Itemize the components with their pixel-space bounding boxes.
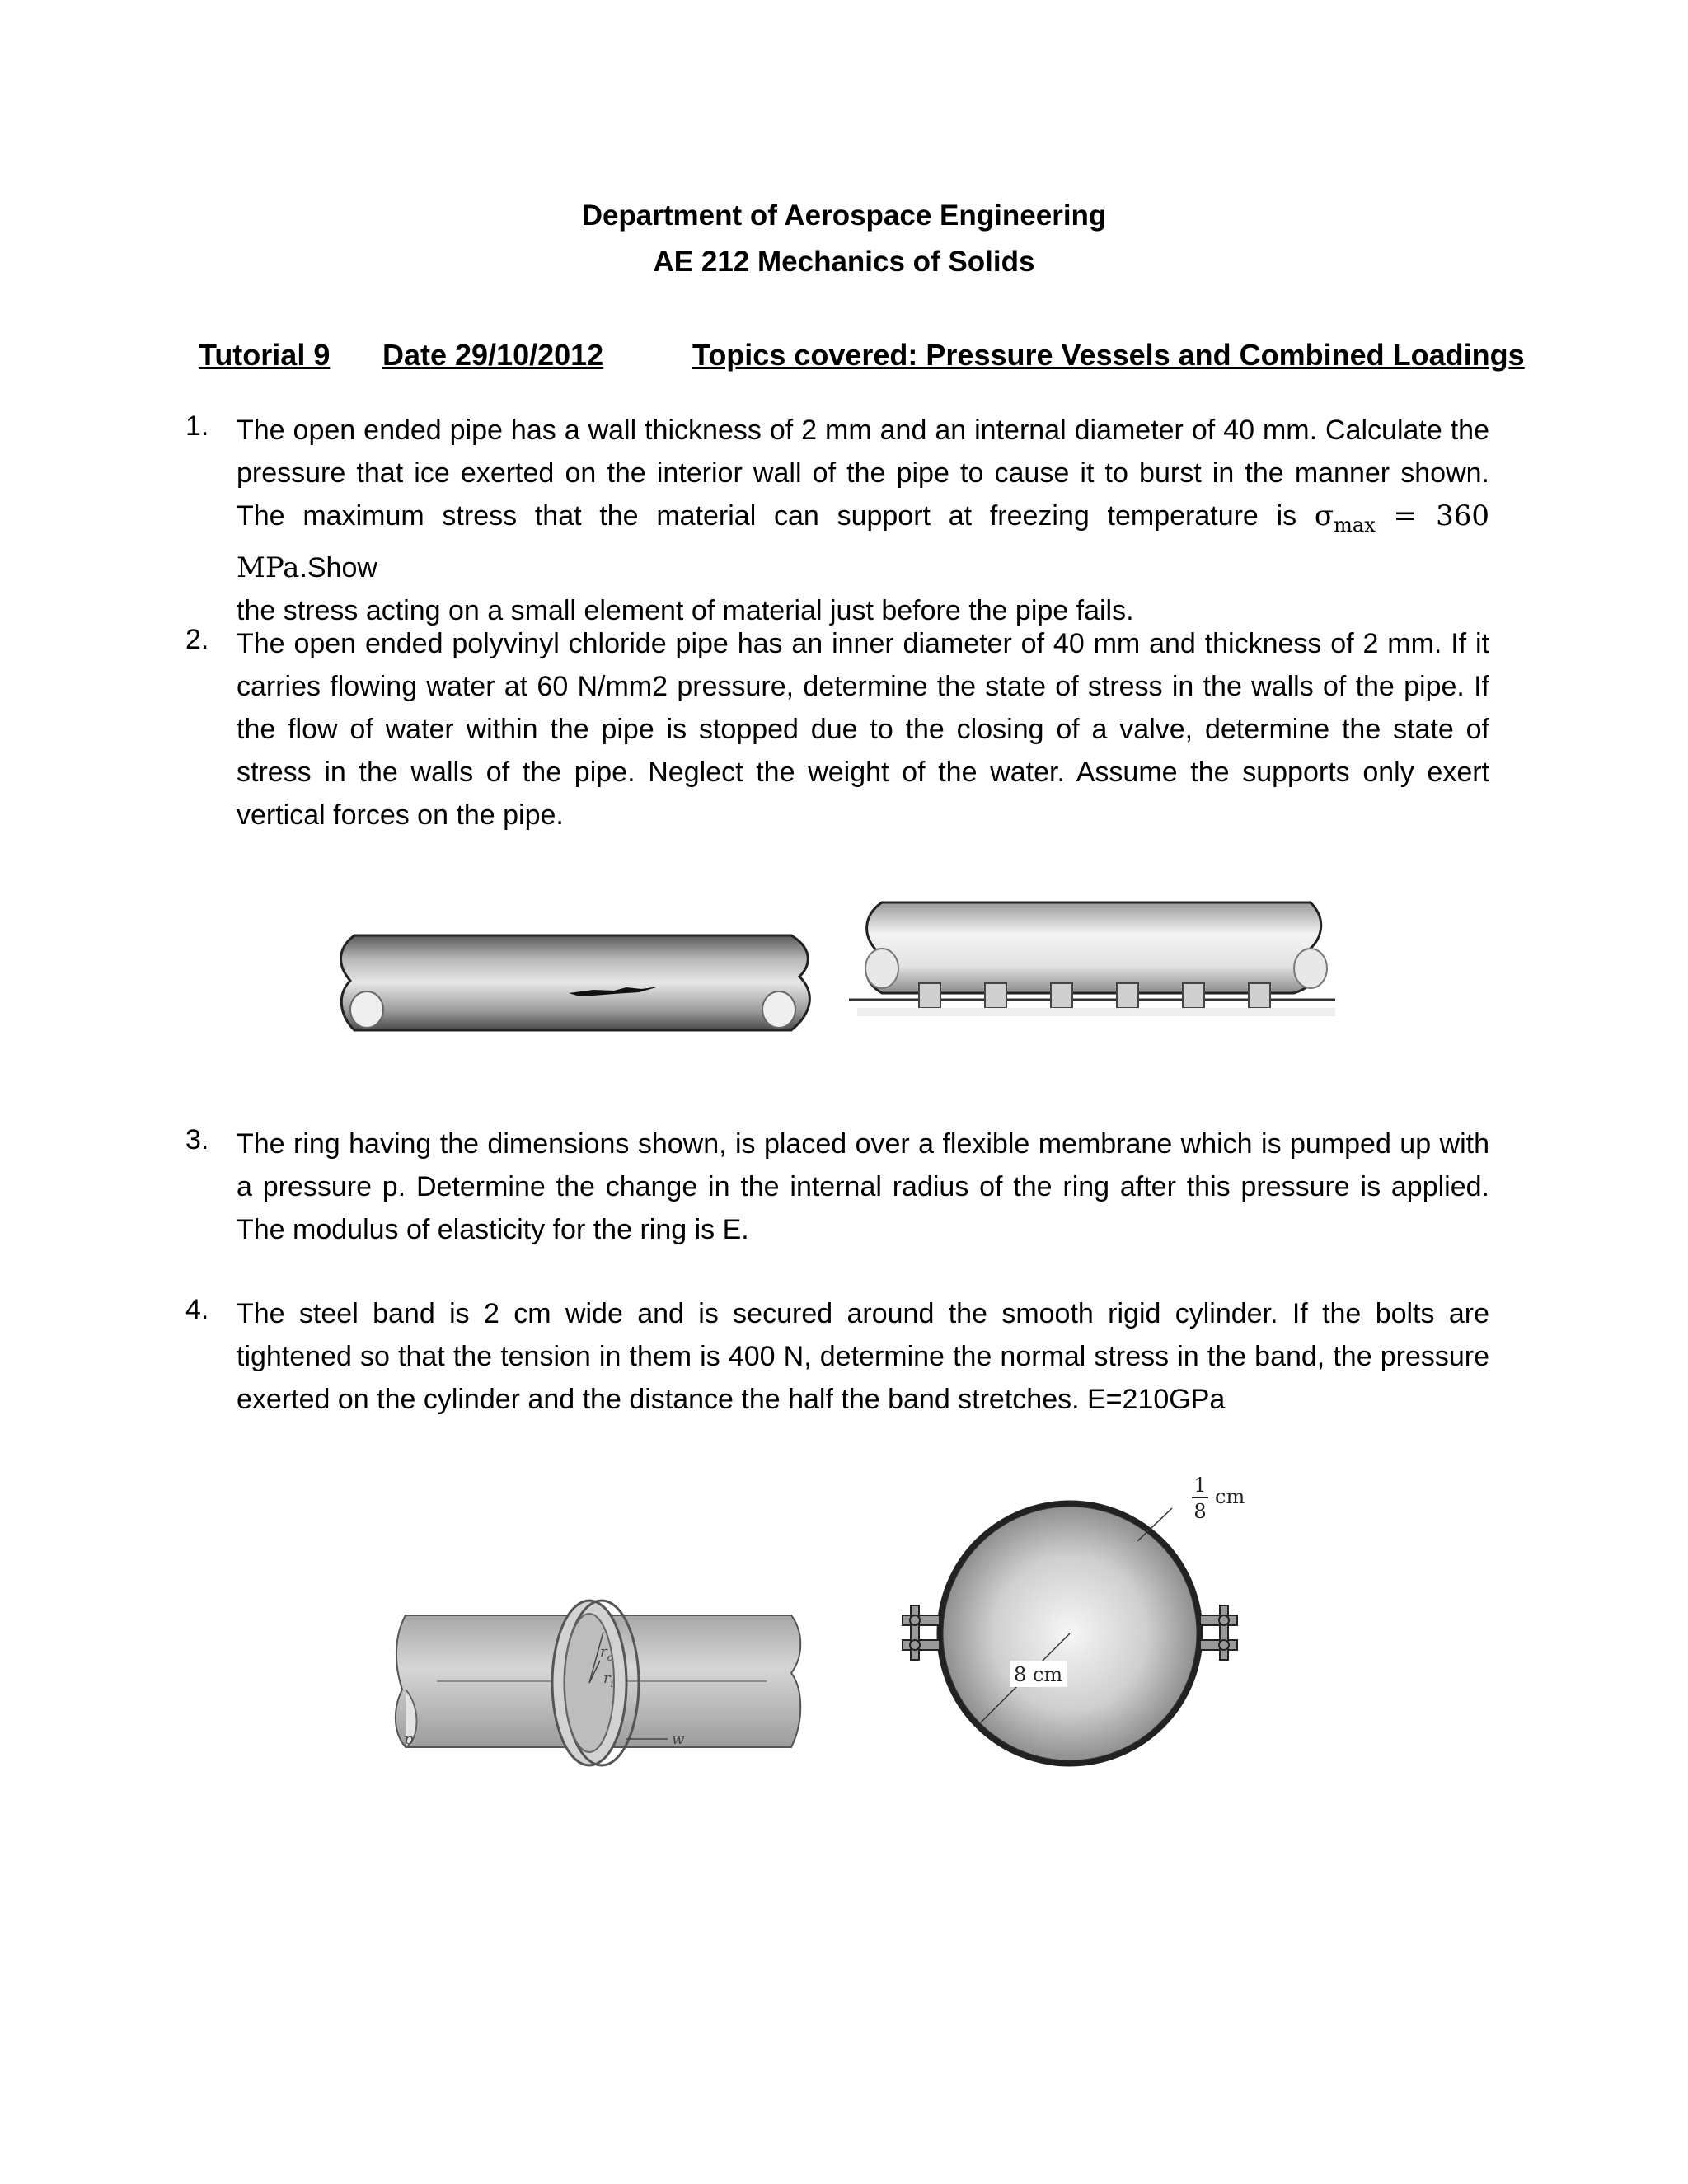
problem-1-number: 1.: [185, 410, 209, 442]
tutorial-date: Date 29/10/2012: [382, 338, 604, 372]
outer-radius-label: $r_o$: [600, 1643, 613, 1663]
problem-3-number: 3.: [185, 1124, 209, 1155]
thickness-numerator: 1: [1193, 1475, 1207, 1497]
left-bolt-clamp: [903, 1605, 940, 1660]
course-title: AE 212 Mechanics of Solids: [653, 246, 1035, 278]
problem-4-text: The steel band is 2 cm wide and is secured around the smooth rigid cylinder. If the bolts are tightened so that the tension in them is 400 N, determine the normal stress in the band, the pressure exerted on the cylinder and the distance the half the band stretches. E=210GPa: [237, 1298, 1489, 1415]
topics-covered: Topics covered: Pressure Vessels and Combined Loadings: [692, 338, 1525, 372]
department-title: Department of Aerospace Engineering: [581, 199, 1107, 232]
problem-2-text: The open ended polyvinyl chloride pipe has an inner diameter of 40 mm and thickness of 2 mm. If it carries flowing water at 60 N/mm2 pressure, determine the state of stress in the walls of the pipe. If the flow of water within the pipe is stopped due to the closing of a valve, determine the state of stress in the walls of the pipe. Neglect the weight of the water. Assume the supports only exert vertical forces on the pipe.: [237, 628, 1489, 831]
width-label: w: [672, 1731, 685, 1748]
right-bolt-clamp: [1200, 1605, 1237, 1660]
problem-2-number: 2.: [185, 624, 209, 655]
inner-radius-label: $r_i$: [603, 1670, 614, 1690]
steel-band-figure: [890, 1475, 1269, 1797]
thickness-unit: cm: [1215, 1485, 1245, 1508]
ring-on-pipe-figure: [387, 1582, 816, 1780]
radius-label: 8 cm: [1014, 1663, 1063, 1686]
problem-1-text: The open ended pipe has a wall thickness of 2 mm and an internal diameter of 40 mm. Calculate the pressure that ice exerted on the interior wall of the pipe to cause it to burst in the manner shown. The maximum stress that the material can support at freezing temperature is $\sigma_{max} = 360$ MPa.Show the stress acting on a small element of material just before the pipe fails.: [237, 415, 1489, 626]
tutorial-number: Tutorial 9: [199, 338, 331, 372]
burst-pipe-figure: [330, 915, 824, 1038]
problem-1-sigma-line: The maximum stress that the material can support at freezing temperature is $\sigma_{max} = 360$ MPa.Show: [237, 499, 1489, 584]
problem-4-number: 4.: [185, 1294, 209, 1325]
pressure-label: p: [404, 1731, 414, 1748]
thickness-denominator: 8: [1193, 1500, 1207, 1523]
supported-pipe-figure: [849, 894, 1360, 1026]
problem-3-text: The ring having the dimensions shown, is placed over a flexible membrane which is pumped up with a pressure p. Determine the change in the internal radius of the ring after this pressure is applied. The modulus of elasticity for the ring is E.: [237, 1128, 1489, 1245]
